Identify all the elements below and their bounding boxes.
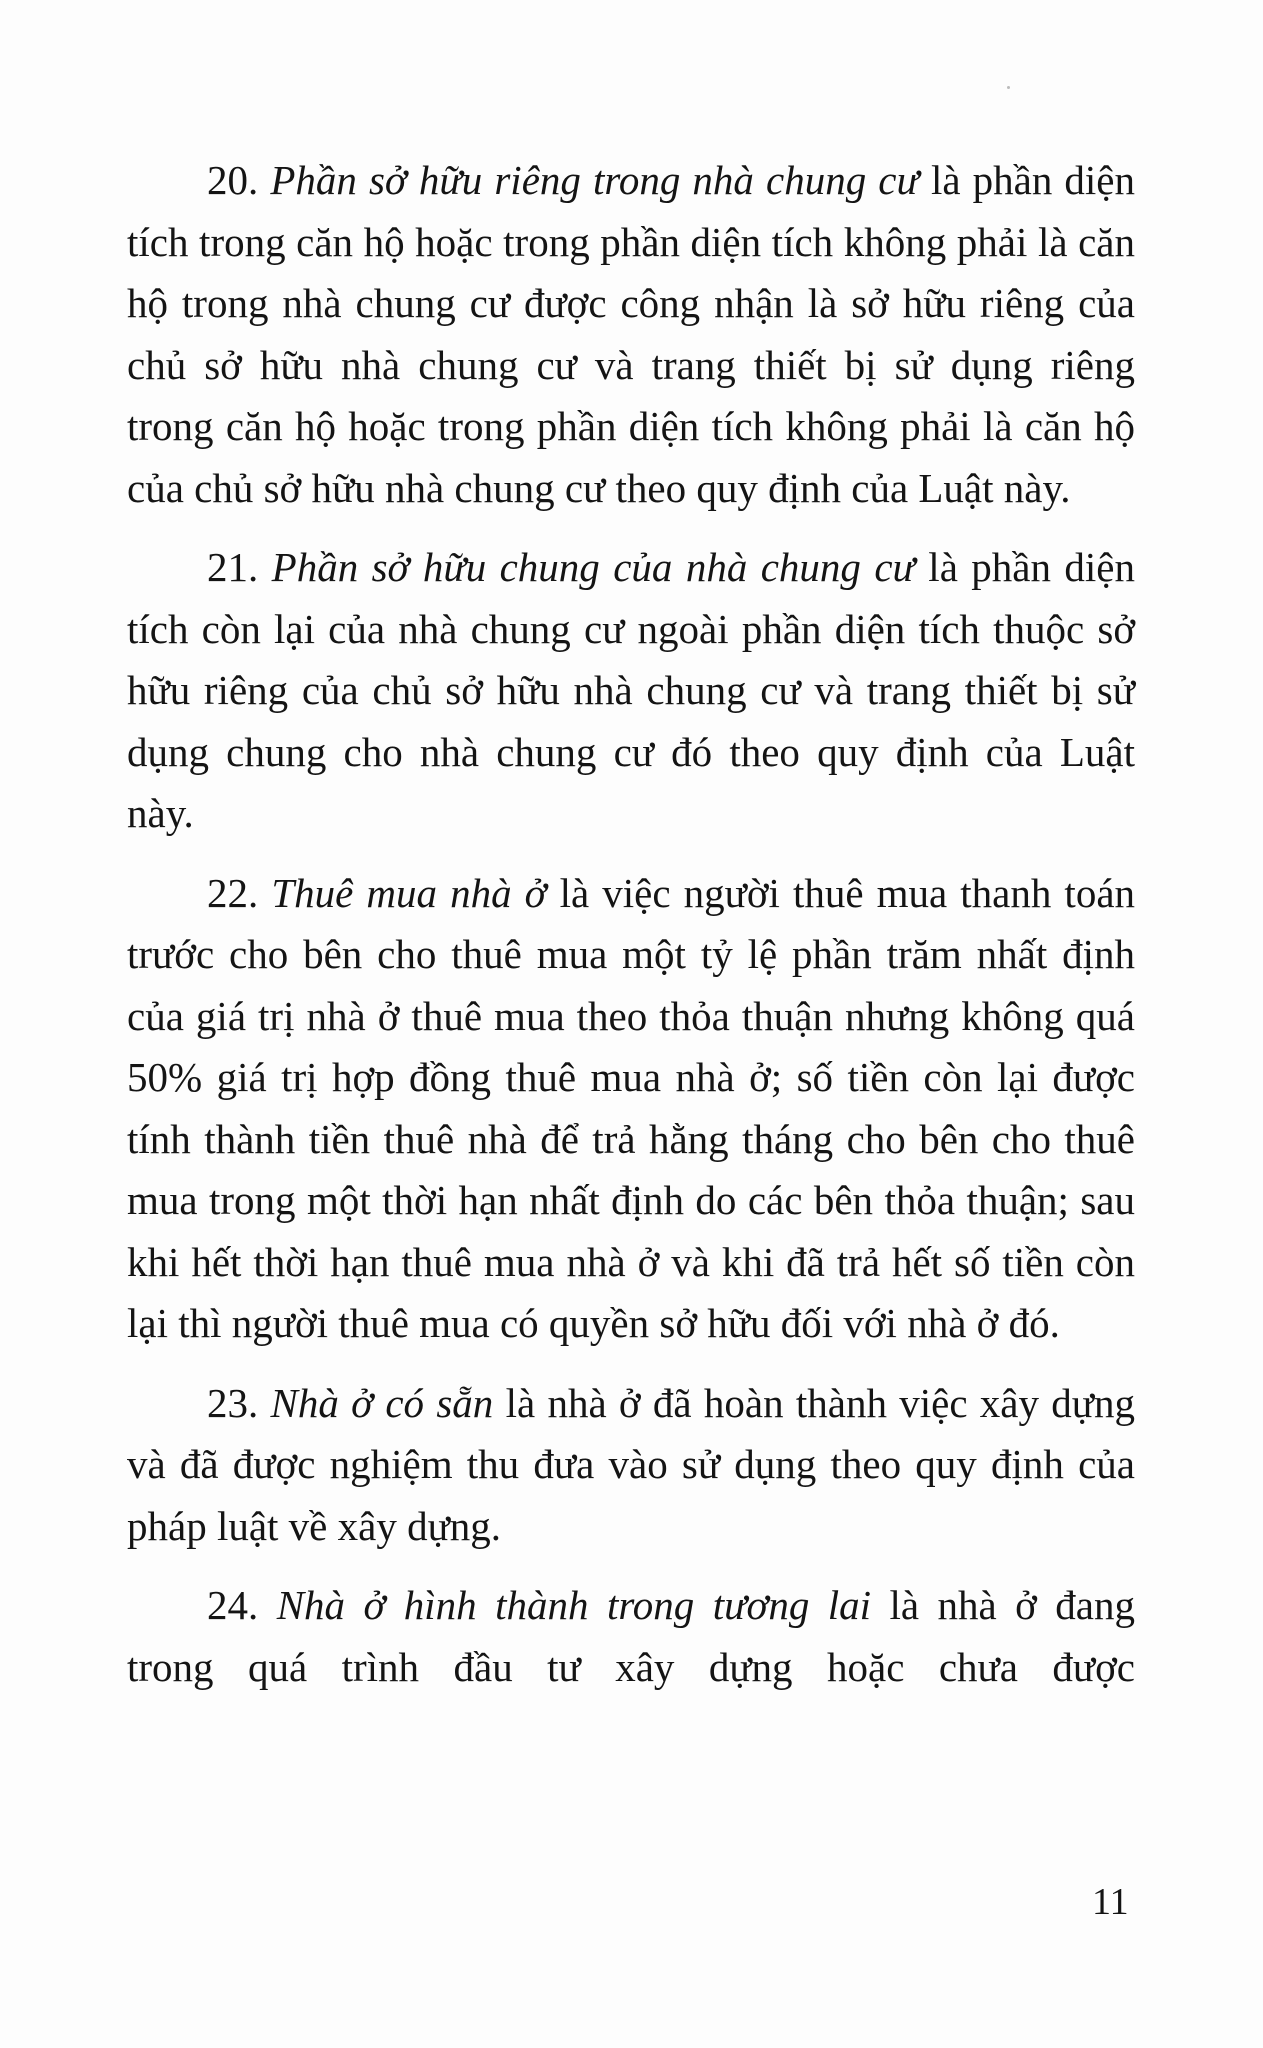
item-number: 23. — [207, 1379, 259, 1426]
item-number: 22. — [207, 869, 259, 916]
definition-text: là nhà ở đang trong quá trình đầu tư xây dựng hoặc chưa được — [127, 1582, 1135, 1690]
page-number: 11 — [1092, 1881, 1129, 1923]
defined-term: Thuê mua nhà ở — [271, 869, 547, 916]
definition-paragraph-20 — [127, 150, 1135, 519]
defined-term: Phần sở hữu riêng trong nhà chung cư — [270, 157, 919, 203]
definition-text: là phần diện tích còn lại của nhà chung cư ngoài phần diện tích thuộc sở hữu riêng của chủ sở hữu nhà chung cư và trang thiết bị sử dụng chung cho nhà chung cư đó theo quy định của Luật này. — [127, 544, 1135, 836]
item-number: 24. — [207, 1582, 259, 1628]
definition-paragraph-23 — [127, 1373, 1135, 1558]
definition-paragraph-22 — [127, 863, 1135, 1355]
page-body — [127, 150, 1135, 1716]
definition-paragraph-24 — [127, 1575, 1135, 1698]
definition-text: là nhà ở đã hoàn thành việc xây dựng và đã được nghiệm thu đưa vào sử dụng theo quy định của pháp luật về xây dựng. — [127, 1379, 1136, 1549]
defined-term: Phần sở hữu chung của nhà chung cư — [271, 544, 915, 590]
defined-term: Nhà ở hình thành trong tương lai — [276, 1582, 872, 1628]
defined-term: Nhà ở có sẵn — [270, 1379, 494, 1426]
item-number: 21. — [207, 544, 259, 590]
scan-speck — [1007, 86, 1010, 89]
definition-text: là phần diện tích trong căn hộ hoặc trong phần diện tích không phải là căn hộ trong nhà chung cư được công nhận là sở hữu riêng của chủ sở hữu nhà chung cư và trang thiết bị sử dụng riêng trong căn hộ hoặc trong phần diện tích không phải là căn hộ của chủ sở hữu nhà chung cư theo quy định của Luật này. — [127, 157, 1135, 511]
definition-text: là việc người thuê mua thanh toán trước cho bên cho thuê mua một tỷ lệ phần trăm nhất định của giá trị nhà ở thuê mua theo thỏa thuận nhưng không quá 50% giá trị hợp đồng thuê mua nhà ở; số tiền còn lại được tính thành tiền thuê nhà để trả hằng tháng cho bên cho thuê mua trong một thời hạn nhất định do các bên thỏa thuận; sau khi hết thời hạn thuê mua nhà ở và khi đã trả hết số tiền còn lại thì người thuê mua có quyền sở hữu đối với nhà ở đó. — [127, 869, 1136, 1346]
item-number: 20. — [207, 157, 259, 203]
definition-paragraph-21 — [127, 537, 1135, 845]
